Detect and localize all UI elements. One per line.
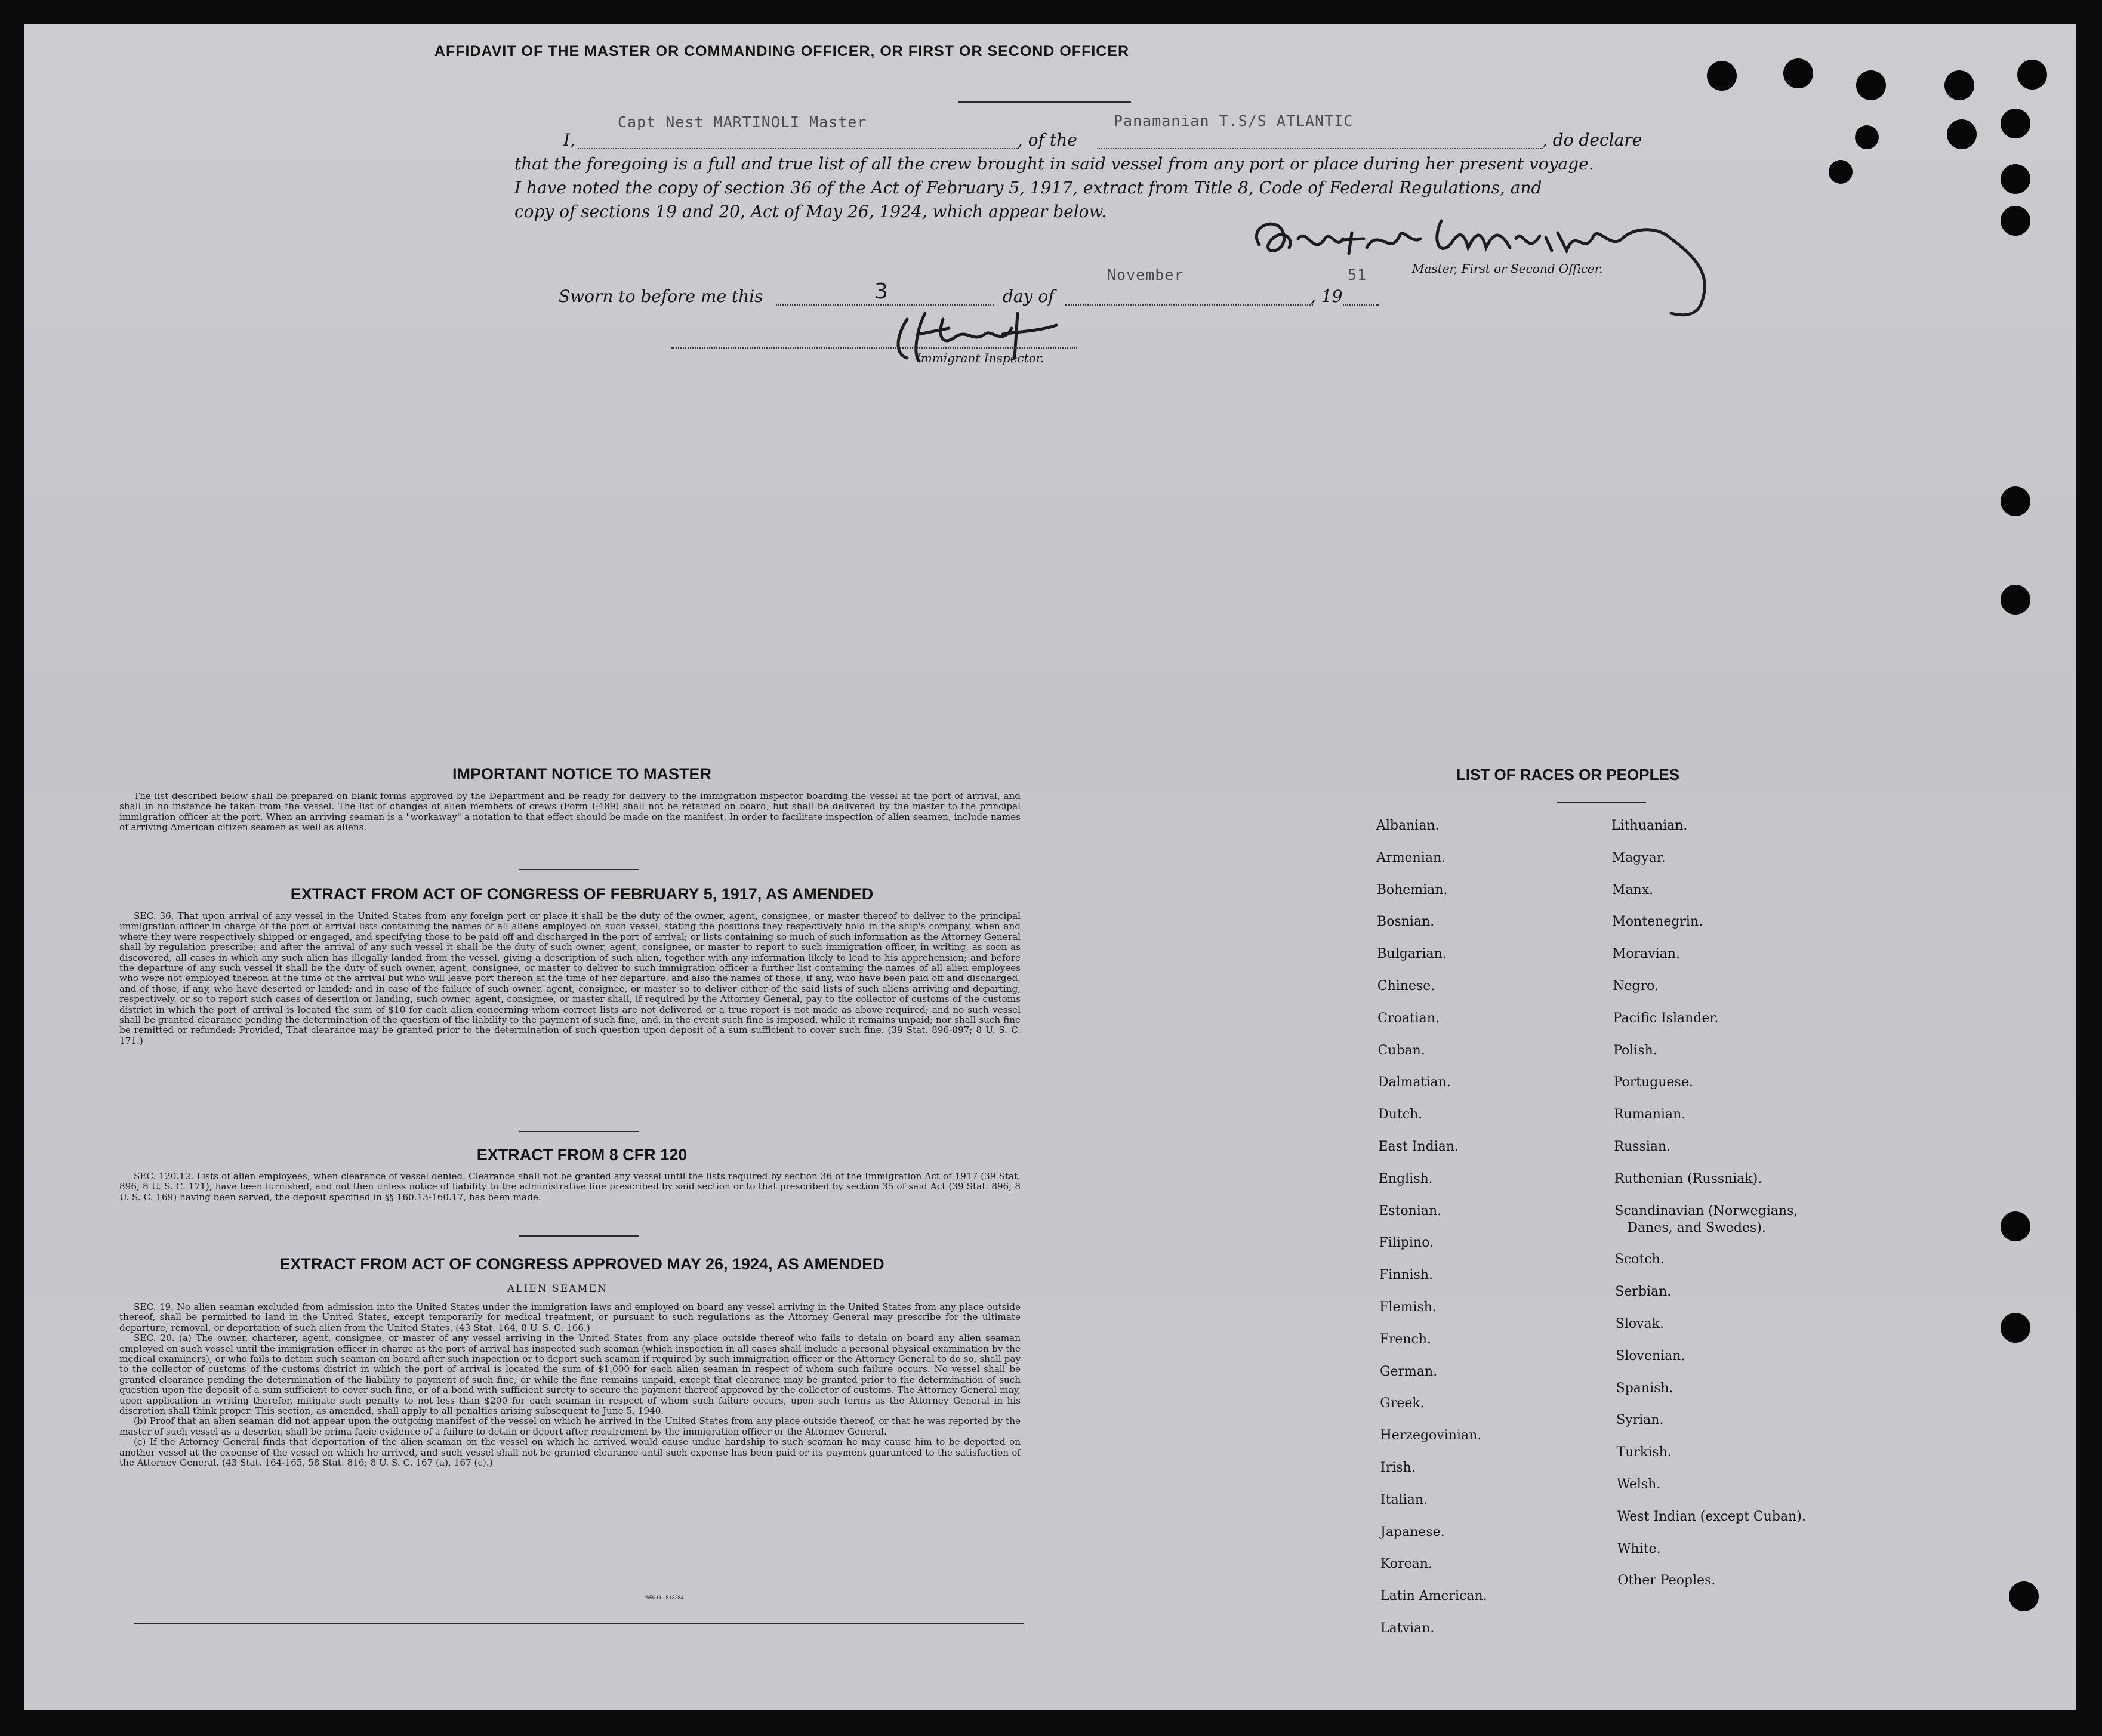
punch-hole [1855,125,1879,149]
punch-hole [1829,160,1853,184]
extract-1917-body [119,911,1021,1046]
race-item-left: Herzegovinian. [1380,1428,1482,1444]
punch-hole [2001,206,2030,236]
sec20a-text: SEC. 20. (a) The owner, charterer, agent, consignee, or master of any vessel arriving in the United States from any place outside thereof who fails to detain on board any alien seaman employed on such vessel until the immigration officer in charge at the port of arrival has inspected such seaman (which inspection in all cases shall include a personal physical examination by the medical examiners), or who fails to detain such seaman on board after such inspection or to deport such seaman if required by such immigration officer or the Attorney General to do so, shall pay to the collector of customs of the customs district in which the port of arrival is located the sum of $1,000 for each alien seaman in respect of whom such failure occurs. No vessel shall be granted clearance pending the determination of the liability to payment of such fine, or while the fine remains unpaid, except that clearance may be granted prior to the determination of such question upon the deposit of a sum sufficient to cover such fine, or of a bond with sufficient surety to secure the payment thereof approved by the collector of customs. The Attorney General may, upon application in writing therefor, mitigate such penalty to not less than $200 for each seaman in respect of whom such failure occurs, upon such terms as the Attorney General in his discretion shall think proper. This section, as amended, shall apply to all penalties arising subsequent to June 5, 1940. [119,1333,1021,1417]
of-the-label: , of the [1018,130,1077,150]
extract-1924-heading: EXTRACT FROM ACT OF CONGRESS APPROVED MAY 26, 1924, AS AMENDED [279,1255,884,1273]
inspector-line [671,347,1077,349]
race-item-left: East Indian. [1378,1139,1459,1154]
declaration-line-3: I have noted the copy of section 36 of the Act of February 5, 1917, extract from Title 8, Code of Federal Regulations, and [514,178,1542,198]
sec20c-text: (c) If the Attorney General finds that deportation of the alien seaman on the vessel on which he arrived would cause undue hardship to such seaman he may cause him to be deported on another vessel at the expense of the vessel on which he arrived, and such vessel shall not be granted clearance until such expense has been paid or its payment guaranteed to the satisfaction of the Attorney General. (43 Stat. 164-165, 58 Stat. 816; 8 U. S. C. 167 (a), 167 (c).) [119,1436,1021,1469]
race-item-right: Slovak. [1615,1316,1664,1331]
race-item-left: Chinese. [1377,979,1435,994]
race-item-left: Armenian. [1376,850,1446,865]
affidavit-title: AFFIDAVIT OF THE MASTER OR COMMANDING OFFICER, OR FIRST OR SECOND OFFICER [434,43,1130,60]
punch-hole [2001,585,2030,615]
day-of-label: day of [1003,286,1055,306]
vessel-line [1097,148,1543,149]
race-item-left: Flemish. [1379,1300,1437,1315]
officer-caption: Master, First or Second Officer. [1412,261,1603,276]
comma-19-label: , 19 [1311,286,1343,306]
race-item-right: Russian. [1614,1139,1671,1154]
extract-1917-text: SEC. 36. That upon arrival of any vessel in the United States from any foreign port or place it shall be the duty of the owner, agent, consignee, or master thereof to deliver to the principal immigration officer in charge of the port of arrival lists containing the names of all aliens employed on such vessel, stating the positions they respectively hold in the ship's company, when and where they were respectively shipped or engaged, and specifying those to be paid off and discharged in the port of arrival; or lists containing so much of such information as the Attorney General shall by regulation prescribe; and after the arrival of any such vessel it shall be the duty of such owner, agent, consignee, or master to report to such immigration officer, in writing, as soon as discovered, all cases in which any such alien has illegally landed from the vessel, giving a description of such alien, together with any information likely to lead to his apprehension; and before the departure of any such vessel it shall be the duty of such owner, agent, consignee, or master to deliver to such immigration officer a further list containing the names of all alien employees who were not employed thereon at the time of the arrival but who will leave port thereon at the time of her departure, and also the names of those, if any, who have been paid off and discharged, and of those, if any, who have deserted or landed; and in case of the failure of such owner, agent, consignee, or master so to deliver either of the said lists of such aliens arriving and departing, respectively, or so to report such cases of desertion or landing, such owner, agent, consignee, or master shall, if required by the Attorney General, pay to the collector of customs of the customs district in which the port of arrival is located the sum of $10 for each alien concerning whom correct lists are not delivered or a true report is not made as above required; and no such vessel shall be granted clearance pending the determination of the question of the liability to the payment of such fine, and, in the event such fine is imposed, while it remains unpaid; nor shall such fine be remitted or refunded: Provided, That clearance may be granted prior to the determination of such question upon deposit of a sum sufficient to cover such fine. (39 Stat. 896-897; 8 U. S. C. 171.) [119,911,1021,1046]
race-item-left: Filipino. [1379,1235,1434,1251]
race-item-left: Albanian. [1376,818,1440,833]
declaration-line-4: copy of sections 19 and 20, Act of May 26, 1924, which appear below. [514,202,1107,221]
race-item-left: Estonian. [1379,1203,1442,1219]
race-item-left: Japanese. [1380,1524,1445,1540]
divider [519,1131,639,1132]
extract-cfr-text: SEC. 120.12. Lists of alien employees; when clearance of vessel denied. Clearance shall not be granted any vessel until the lists required by section 36 of the Immigration Act of 1917 (39 Stat. 896; 8 U. S. C. 171), have been furnished, and not then unless notice of liability to the administrative fine prescribed by said section or to that prescribed by section 35 of said Act (39 Stat. 896; 8 U. S. C. 169) having been served, the deposit specified in §§ 160.13-160.17, has been made. [119,1171,1021,1202]
punch-hole [2009,1581,2039,1611]
race-item-right: Other Peoples. [1617,1573,1716,1589]
punch-hole [2001,1313,2030,1343]
punch-hole [2001,486,2030,516]
race-item-right: Lithuanian. [1611,818,1688,833]
sec20b-text: (b) Proof that an alien seaman did not appear upon the outgoing manifest of the vessel on which he arrived in the United States from any place outside thereof, or that he was reported by the master of such vessel as a deserter, shall be prima facie evidence of a failure to detain or deport after requirement by the immigration officer or the Attorney General. [119,1416,1021,1437]
master-name-line [578,148,1019,149]
sworn-label: Sworn to before me this [559,286,763,306]
race-item-left: Finnish. [1379,1268,1434,1283]
race-item-right: Turkish. [1616,1445,1672,1460]
title-underline [958,101,1131,103]
master-name: Capt Nest MARTINOLI Master [618,113,867,131]
race-item-left: Cuban. [1377,1043,1425,1058]
punch-hole [2001,109,2030,138]
race-item-right: West Indian (except Cuban). [1617,1509,1806,1524]
punch-hole [1856,70,1886,100]
extract-cfr-heading: EXTRACT FROM 8 CFR 120 [476,1146,688,1164]
race-item-left: Dutch. [1378,1107,1423,1123]
race-item-right: Negro. [1613,979,1659,994]
races-heading: LIST OF RACES OR PEOPLES [1456,766,1680,784]
race-item-right: Moravian. [1612,946,1680,962]
alien-seamen-subheading: ALIEN SEAMEN [507,1283,608,1295]
race-item-left: Latin American. [1380,1589,1487,1604]
race-item-left: Dalmatian. [1377,1075,1451,1090]
notice-text: The list described below shall be prepared on blank forms approved by the Department and be ready for delivery to the immigration inspector boarding the vessel at the port of arrival, and shall in no instance be taken from the vessel. The list of changes of alien members of crews (Form I-489) shall not be retained on board, but shall be delivered by the master to the principal immigration officer at the port. When an arriving seaman is a "workaway" a notation to that effect should be made on the manifest. In order to facilitate inspection of alien seamen, include names of arriving American citizen seamen as well as aliens. [119,791,1021,833]
race-item-right: Manx. [1611,882,1654,898]
race-item-left: German. [1379,1364,1438,1379]
race-item-left: Bulgarian. [1377,946,1447,962]
sworn-day: 3 [874,279,889,304]
divider [519,869,639,870]
punch-hole [1783,58,1813,88]
declaration-line-2: that the foregoing is a full and true list of all the crew brought in said vessel from any port or place during her present voyage. [514,154,1594,174]
sworn-month-line [1065,304,1313,306]
sec19-text: SEC. 19. No alien seaman excluded from admission into the United States under the immigration laws and employed on board any vessel arriving in the United States from any place outside thereof, shall be permitted to land in the United States, except temporarily for medical treatment, or pursuant to such regulations as the Attorney General may prescribe for the ultimate departure, removal, or deportation of such alien from the United States. (43 Stat. 164, 8 U. S. C. 166.) [119,1302,1021,1333]
punch-hole [2001,164,2030,194]
punch-hole [1707,61,1737,91]
race-item-right: Portuguese. [1613,1075,1693,1090]
race-item-right: Montenegrin. [1612,914,1703,930]
race-item-left: Bosnian. [1377,914,1435,930]
sworn-year: 51 [1348,266,1367,283]
printer-code: 1950 O - 813284 [643,1595,684,1601]
notice-heading: IMPORTANT NOTICE TO MASTER [452,765,711,783]
races-underline [1557,802,1646,803]
inspector-caption: Immigrant Inspector. [916,351,1044,365]
race-item-right: Syrian. [1616,1413,1664,1428]
race-item-right: Scotch. [1614,1252,1665,1268]
race-item-right: Pacific Islander. [1613,1010,1719,1026]
race-item-right: Serbian. [1615,1284,1672,1300]
notice-body [119,791,1021,833]
sworn-month: November [1107,266,1184,283]
punch-hole [1947,119,1977,149]
race-item-left: Korean. [1380,1556,1432,1572]
race-item-right: Spanish. [1616,1380,1673,1396]
race-item-right: Ruthenian (Russniak). [1614,1171,1762,1186]
race-item-left: Greek. [1380,1396,1425,1411]
punch-hole [2001,1211,2030,1241]
race-item-left: Irish. [1380,1460,1416,1475]
race-item-right: Welsh. [1617,1477,1661,1492]
race-item-left: French. [1379,1331,1432,1347]
extract-1917-heading: EXTRACT FROM ACT OF CONGRESS OF FEBRUARY 5, 1917, AS AMENDED [290,885,874,903]
divider [519,1235,639,1237]
race-item-right: Rumanian. [1614,1107,1686,1123]
race-item-right: Polish. [1613,1043,1657,1058]
race-item-left: English. [1378,1171,1433,1186]
race-item-left: Bohemian. [1376,882,1448,898]
do-declare-label: , do declare [1542,130,1642,150]
race-item-left: Croatian. [1377,1010,1440,1026]
race-item-right: White. [1617,1541,1661,1556]
punch-hole [2017,60,2047,90]
sworn-year-line [1343,304,1379,306]
extract-cfr-body [119,1171,1021,1202]
race-item-right: Magyar. [1611,850,1666,865]
race-item-right: Scandinavian (Norwegians, Danes, and Swedes). [1614,1203,1798,1235]
vessel-name: Panamanian T.S/S ATLANTIC [1114,112,1354,129]
punch-hole [1944,70,1974,100]
race-item-left: Italian. [1380,1492,1428,1507]
i-label: I, [563,130,575,150]
race-item-right: Slovenian. [1616,1348,1685,1364]
race-item-left: Latvian. [1380,1621,1435,1636]
bottom-rule [134,1623,1024,1624]
extract-1924-body [119,1302,1021,1469]
